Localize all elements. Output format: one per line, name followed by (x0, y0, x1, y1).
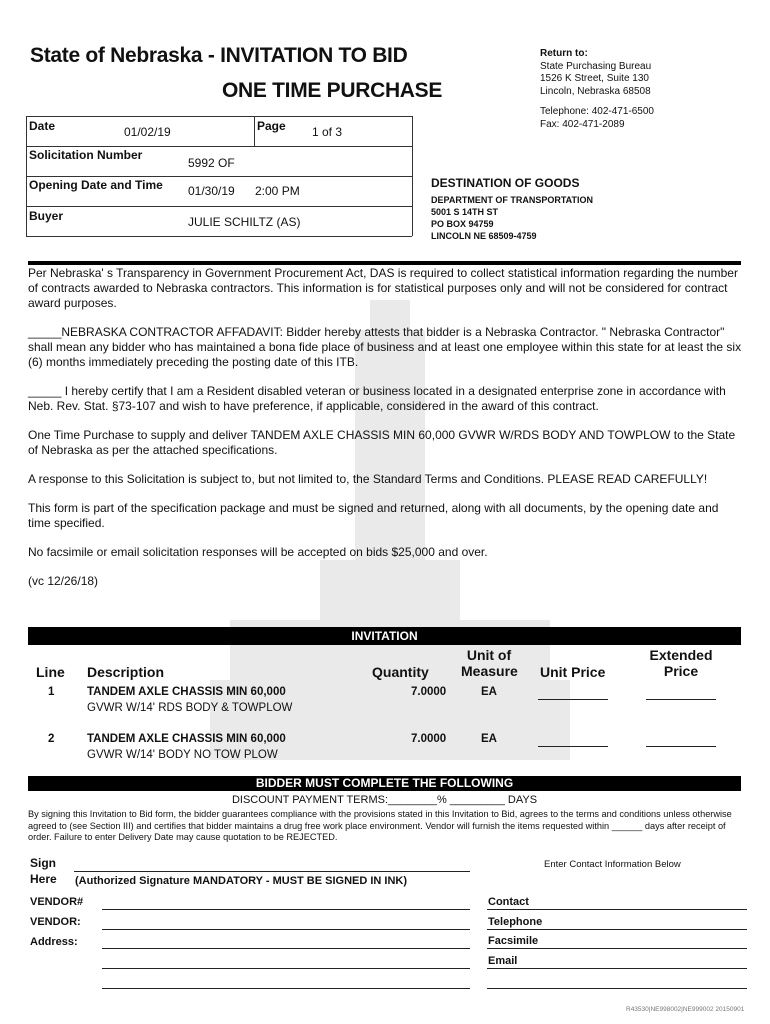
return-to-label: Return to: (540, 48, 588, 59)
document-subtitle: ONE TIME PURCHASE (222, 79, 443, 102)
buyer-value: JULIE SCHILTZ (AS) (188, 215, 301, 229)
col-unit-price: Unit Price (540, 664, 606, 680)
buyer-label: Buyer (29, 209, 64, 223)
address-label: Address: (30, 936, 78, 948)
row-description-2: GVWR W/14' RDS BODY & TOWPLOW (87, 702, 293, 714)
vendor-field[interactable] (102, 929, 470, 930)
solicitation-label: Solicitation Number (29, 148, 143, 162)
row-description: TANDEM AXLE CHASSIS MIN 60,000 (87, 686, 286, 698)
row-description: TANDEM AXLE CHASSIS MIN 60,000 (87, 733, 286, 745)
telephone-text: Telephone: 402-471-6500 (540, 106, 654, 117)
row-quantity: 7.0000 (411, 686, 447, 698)
fax-text: Fax: 402-471-2089 (540, 118, 625, 130)
col-uom-line2: Measure (461, 663, 518, 679)
col-quantity: Quantity (372, 664, 429, 680)
section-divider (28, 261, 741, 265)
return-line: 1526 K Street, Suite 130 (540, 73, 649, 84)
page-value: 1 of 3 (312, 125, 343, 139)
contact-extra-field[interactable] (487, 988, 747, 989)
opening-date: 01/30/19 (188, 184, 235, 198)
signature-instruction: (Authorized Signature MANDATORY - MUST BE SIGNED IN INK) (75, 875, 408, 887)
destination-address (431, 194, 593, 242)
sign-text: Sign (30, 856, 56, 870)
solicitation-info-box (26, 116, 412, 236)
legal-statement: By signing this Invitation to Bid form, the bidder guarantees compliance with the provisions stated in this Invitation to Bid, agrees to the terms and conditions unless otherwise agreed to (see Section III) and certifies that bidder maintains a drug free work place environment. Vendor will furnish the items requested within ______ days after receipt of order. Failure to enter Delivery Date may cause quotation to be REJECTED. (28, 809, 732, 842)
return-address (540, 48, 651, 98)
opening-time: 2:00 PM (255, 184, 300, 198)
here-text: Here (30, 872, 57, 886)
row-description-2: GVWR W/14' BODY NO TOW PLOW (87, 749, 278, 761)
contractor-affidavit-paragraph: _____NEBRASKA CONTRACTOR AFFADAVIT: Bidder hereby attests that bidder is a Nebraska Contractor. " Nebraska Contractor" shall mean any bidder who has maintained a bona fide place of business and at least one employee within this state for at least the six (6) months immediately preceding the posting date of this ITB. (28, 325, 742, 369)
contact-info-instruction: Enter Contact Information Below (544, 859, 681, 870)
destination-line: 5001 S 14TH ST (431, 207, 499, 217)
col-unit-of-measure (461, 647, 517, 679)
col-line: Line (36, 664, 65, 680)
email-label: Email (488, 955, 518, 967)
col-extended-price (645, 647, 717, 679)
return-instructions-paragraph: This form is part of the specification package and must be signed and returned, along with all documents, by the opening date and time specified. (28, 501, 719, 530)
destination-line: LINCOLN NE 68509-4759 (431, 231, 537, 241)
terms-body (28, 266, 742, 603)
date-label: Date (29, 119, 56, 133)
terms-paragraph: A response to this Solicitation is subject to, but not limited to, the Standard Terms and Conditions. PLEASE READ CAREFULLY! (28, 472, 708, 486)
purchase-description-paragraph: One Time Purchase to supply and deliver TANDEM AXLE CHASSIS MIN 60,000 GVWR W/RDS BODY AND TOWPLOW to the State of Nebraska as per the attached specifications. (28, 428, 736, 457)
return-line: State Purchasing Bureau (540, 60, 652, 72)
veteran-certification-paragraph: _____ I hereby certify that I am a Resident disabled veteran or business located in a designated enterprise zone in accordance with Neb. Rev. Stat. §73-107 and wish to have preference, if applicable, considered in the award of this contract. (28, 384, 726, 413)
transparency-paragraph: Per Nebraska' s Transparency in Government Procurement Act, DAS is required to collect statistical information regarding the number of contracts awarded to Nebraska contractors. This information is for statistical purposes only and will not be considered for contract award purposes. (28, 266, 738, 310)
vendor-number-field[interactable] (102, 909, 470, 910)
address-field-3[interactable] (102, 988, 470, 989)
col-ext-line1: Extended (649, 647, 713, 663)
discount-terms: DISCOUNT PAYMENT TERMS:________% _________ DAYS (231, 794, 538, 806)
email-field[interactable] (487, 968, 747, 969)
destination-heading: DESTINATION OF GOODS (431, 176, 580, 190)
facsimile-field[interactable] (487, 948, 747, 949)
col-description: Description (87, 664, 165, 680)
address-field[interactable] (102, 948, 470, 949)
version-note: (vc 12/26/18) (28, 574, 99, 588)
col-ext-line2: Price (663, 663, 699, 679)
address-field-2[interactable] (102, 968, 470, 969)
row-line-number: 2 (48, 733, 55, 745)
date-value: 01/02/19 (124, 125, 171, 139)
telephone-field[interactable] (487, 929, 747, 930)
row-quantity: 7.0000 (411, 733, 447, 745)
destination-line: DEPARTMENT OF TRANSPORTATION (431, 195, 593, 205)
facsimile-label: Facsimile (488, 935, 539, 947)
return-line: Lincoln, Nebraska 68508 (540, 85, 651, 97)
contact-field[interactable] (487, 909, 747, 910)
vendor-number-label: VENDOR# (30, 896, 84, 908)
document-title: State of Nebraska - INVITATION TO BID (30, 44, 408, 67)
unit-price-field[interactable] (538, 746, 608, 747)
contact-label: Contact (488, 896, 529, 908)
form-code: R43530|NE998002|NE999002 20150901 (626, 1006, 745, 1013)
row-uom: EA (481, 733, 497, 745)
sign-here-label (30, 855, 57, 887)
signature-field[interactable] (74, 871, 470, 872)
vendor-label: VENDOR: (30, 916, 81, 928)
telephone-label: Telephone (488, 916, 543, 928)
destination-line: PO BOX 94759 (431, 219, 494, 229)
return-phone-fax (540, 106, 654, 131)
solicitation-value: 5992 OF (188, 156, 235, 170)
extended-price-field[interactable] (646, 746, 716, 747)
bidder-heading: BIDDER MUST COMPLETE THE FOLLOWING (28, 776, 741, 791)
col-uom-line1: Unit of (466, 647, 512, 663)
invitation-heading: INVITATION (28, 627, 741, 645)
row-line-number: 1 (48, 686, 55, 698)
facsimile-paragraph: No facsimile or email solicitation responses will be accepted on bids $25,000 and over. (28, 545, 488, 559)
row-uom: EA (481, 686, 497, 698)
unit-price-field[interactable] (538, 699, 608, 700)
page-label: Page (257, 119, 286, 133)
extended-price-field[interactable] (646, 699, 716, 700)
opening-label: Opening Date and Time (29, 178, 163, 192)
